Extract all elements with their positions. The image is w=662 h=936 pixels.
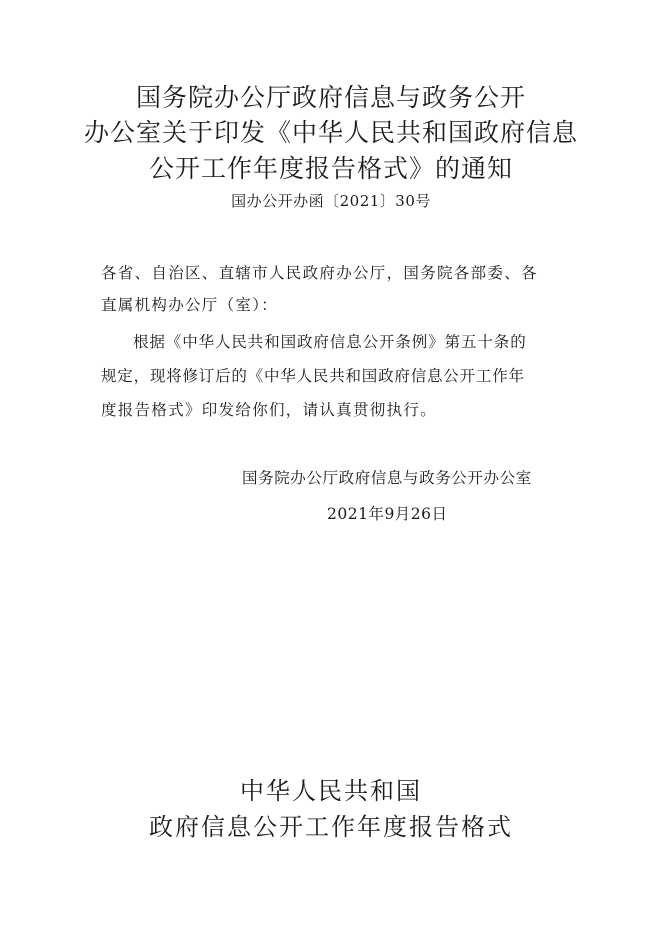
body-paragraph-line-2: 规定，现将修订后的《中华人民共和国政府信息公开工作年 — [101, 367, 525, 385]
document-number: 国办公开办函〔2021〕30号 — [231, 192, 431, 210]
notice-title-line-1: 国务院办公厅政府信息与政务公开 — [135, 83, 526, 112]
addressee-line-1: 各省、自治区、直辖市人民政府办公厅，国务院各部委、各 — [101, 264, 538, 282]
annex-title-line-1: 中华人民共和国 — [240, 777, 422, 805]
notice-title-line-3: 公开工作年度报告格式》的通知 — [148, 154, 513, 183]
issuing-office: 国务院办公厅政府信息与政务公开办公室 — [242, 469, 532, 487]
annex-title-line-2: 政府信息公开工作年度报告格式 — [149, 813, 513, 841]
body-paragraph-line-3: 度报告格式》印发给你们，请认真贯彻执行。 — [101, 401, 438, 419]
body-paragraph-line-1: 根据《中华人民共和国政府信息公开条例》第五十条的 — [133, 333, 527, 351]
issue-date: 2021年9月26日 — [327, 505, 448, 523]
notice-title-line-2: 办公室关于印发《中华人民共和国政府信息 — [83, 118, 578, 147]
addressee-line-2: 直属机构办公厅（室）： — [101, 296, 279, 314]
